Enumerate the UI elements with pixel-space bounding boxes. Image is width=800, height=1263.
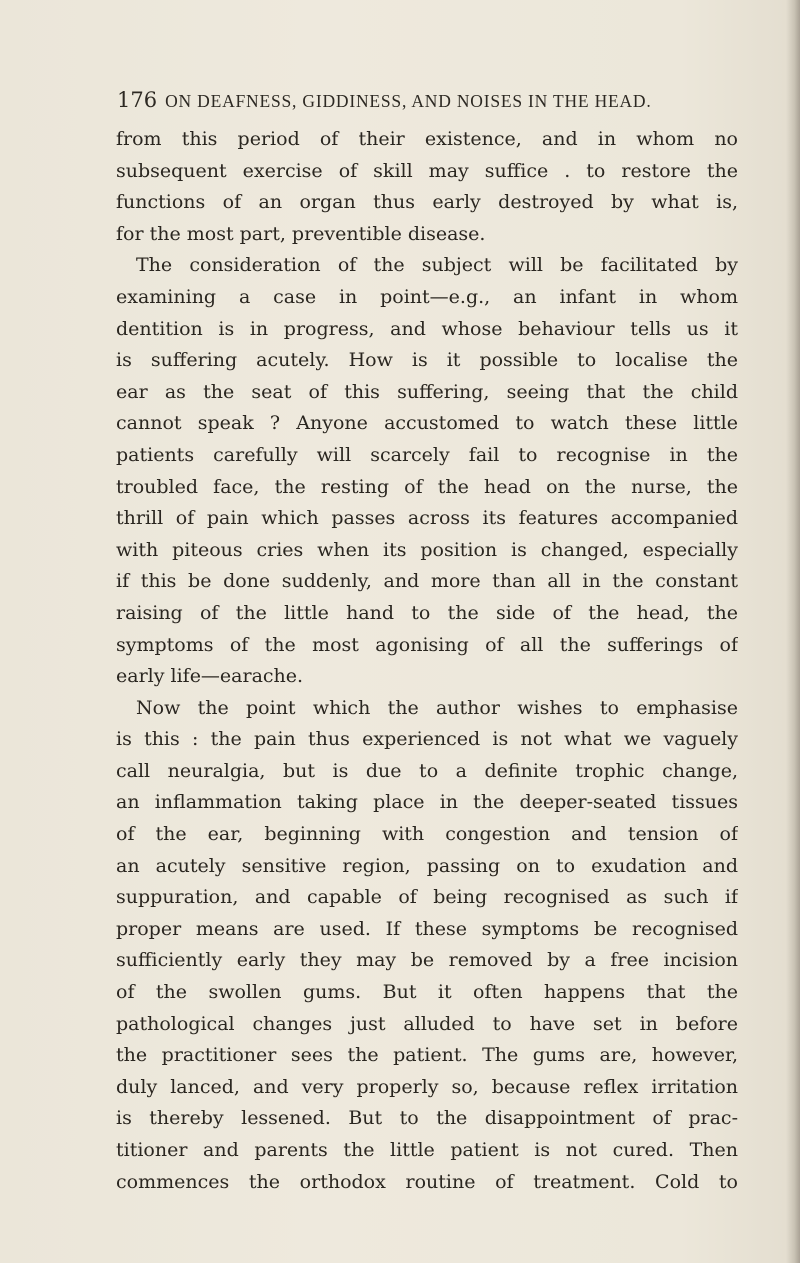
- text-line: suppuration, and capable of being recognised as such if: [116, 886, 738, 909]
- text-line: if this be done suddenly, and more than all in the constant: [116, 570, 738, 593]
- text-line: The consideration of the subject will be facilitated by: [136, 254, 738, 277]
- text-line: of the swollen gums. But it often happens that the: [116, 981, 738, 1004]
- text-line: examining a case in point—e.g., an infant in whom: [116, 285, 738, 308]
- page-number: 176: [117, 88, 158, 112]
- text-line: is suffering acutely. How is it possible to localise the: [116, 349, 738, 372]
- text-line: is thereby lessened. But to the disappointment of prac-: [116, 1107, 738, 1130]
- text-line: call neuralgia, but is due to a definite trophic change,: [116, 759, 738, 782]
- text-line: for the most part, preventible disease.: [116, 222, 486, 245]
- text-line: the practitioner sees the patient. The gums are, however,: [116, 1044, 738, 1067]
- text-line: Now the point which the author wishes to emphasise: [136, 696, 738, 719]
- text-line: proper means are used. If these symptoms be recognised: [116, 917, 738, 940]
- text-line: of the ear, beginning with congestion and tension of: [116, 823, 738, 846]
- text-line: dentition is in progress, and whose behaviour tells us it: [116, 317, 738, 340]
- text-line: commences the orthodox routine of treatment. Cold to: [116, 1170, 738, 1193]
- page-edge-shadow: [786, 0, 800, 1263]
- text-line: duly lanced, and very properly so, because reflex irritation: [116, 1075, 738, 1098]
- text-line: from this period of their existence, and in whom no: [116, 128, 738, 150]
- running-title: ON DEAFNESS, GIDDINESS, AND NOISES IN THE HEAD.: [165, 91, 652, 111]
- text-line: raising of the little hand to the side of the head, the: [116, 601, 738, 624]
- text-line: thrill of pain which passes across its features accompanied: [116, 507, 738, 530]
- body-text: [116, 124, 738, 1198]
- text-line: an inflammation taking place in the deeper-seated tissues: [116, 791, 738, 814]
- text-line: pathological changes just alluded to have set in before: [116, 1012, 738, 1035]
- text-line: sufficiently early they may be removed by a free incision: [116, 949, 738, 972]
- text-line: subsequent exercise of skill may suffice . to restore the: [116, 159, 738, 182]
- text-line: with piteous cries when its position is changed, especially: [116, 538, 738, 561]
- text-line: titioner and parents the little patient is not cured. Then: [116, 1139, 738, 1161]
- text-line: functions of an organ thus early destroyed by what is,: [116, 191, 738, 214]
- text-line: troubled face, the resting of the head on the nurse, the: [116, 475, 738, 498]
- text-line: cannot speak ? Anyone accustomed to watch these little: [116, 412, 738, 435]
- text-line: early life—earache.: [116, 665, 304, 688]
- text-line: an acutely sensitive region, passing on to exudation and: [116, 854, 738, 877]
- text-line: is this : the pain thus experienced is not what we vaguely: [116, 728, 738, 751]
- text-line: symptoms of the most agonising of all the sufferings of: [116, 633, 738, 656]
- text-line: patients carefully will scarcely fail to recognise in the: [116, 443, 738, 466]
- running-header: [117, 88, 717, 112]
- text-line: ear as the seat of this suffering, seeing that the child: [116, 380, 738, 403]
